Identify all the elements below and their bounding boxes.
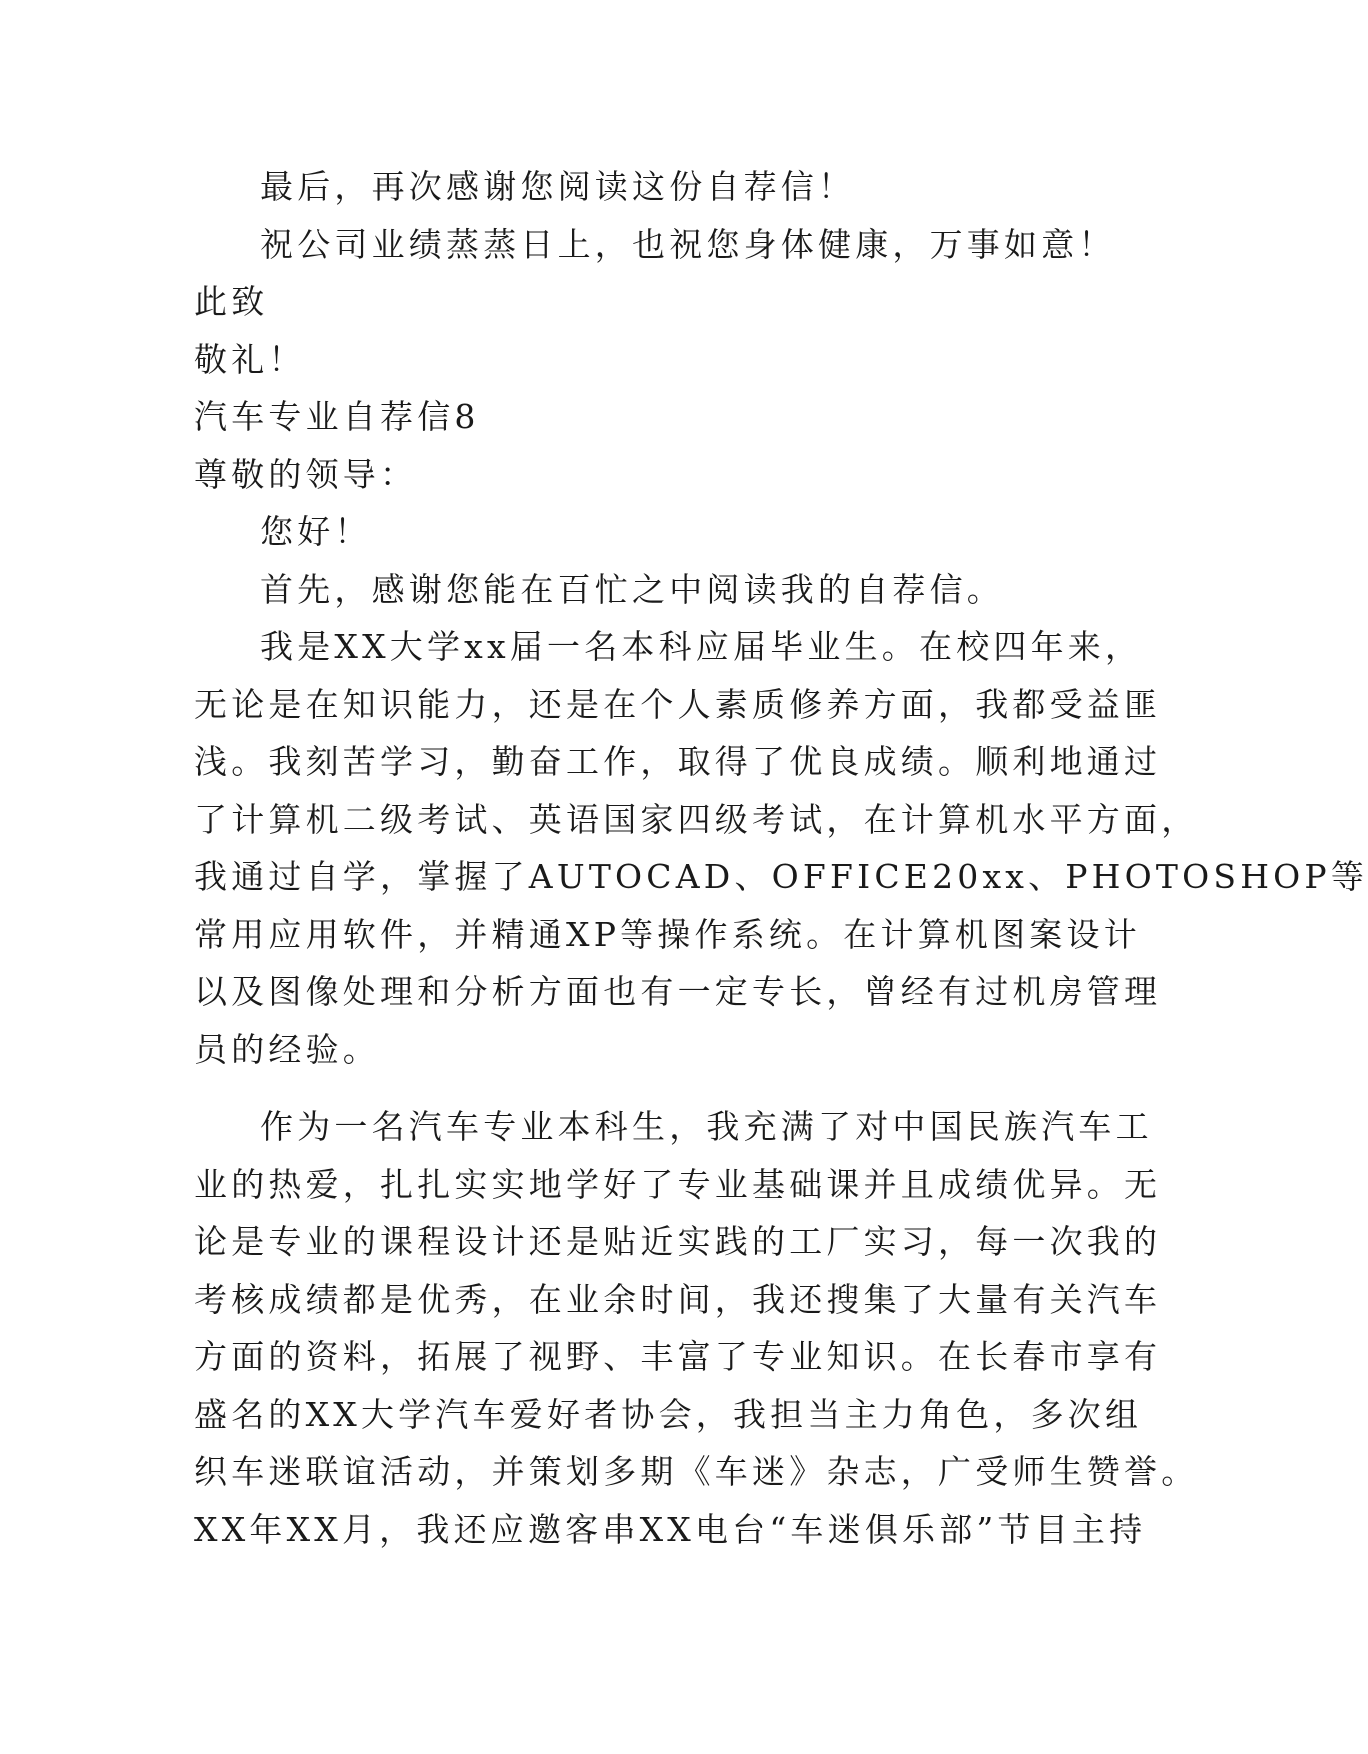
paragraph-line: 考核成绩都是优秀，在业余时间，我还搜集了大量有关汽车 (194, 1279, 1162, 1319)
paragraph-line: 方面的资料，拓展了视野、丰富了专业知识。在长春市享有 (194, 1337, 1162, 1376)
letter-body (194, 158, 1368, 1558)
greeting-line: 您好！ (260, 512, 372, 551)
paragraph-line: 织车迷联谊活动，并策划多期《车迷》杂志，广受师生赞誉。 (194, 1452, 1199, 1491)
section-heading: 汽车专业自荐信8 (194, 397, 480, 436)
salutation-line: 此致 (194, 282, 269, 321)
paragraph-line: 首先，感谢您能在百忙之中阅读我的自荐信。 (260, 569, 1004, 609)
greeting-line: 尊敬的领导： (194, 454, 418, 494)
paragraph-line: 常用应用软件，并精通XP等操作系统。在计算机图案设计 (194, 914, 1141, 954)
paragraph-line: 盛名的XX大学汽车爱好者协会，我担当主力角色，多次组 (194, 1394, 1143, 1434)
paragraph-line: 了计算机二级考试、英语国家四级考试，在计算机水平方面， (194, 799, 1199, 839)
paragraph-line: 我是XX大学xx届一名本科应届毕业生。在校四年来， (260, 627, 1143, 666)
paragraph-line: 我通过自学，掌握了AUTOCAD、OFFICE20xx、PHOTOSHOP等 (194, 857, 1368, 896)
paragraph-line: 以及图像处理和分析方面也有一定专长，曾经有过机房管理 (194, 972, 1162, 1011)
closing-wishes-line: 祝公司业绩蒸蒸日上，也祝您身体健康，万事如意！ (260, 224, 1116, 264)
paragraph-line: 无论是在知识能力，还是在个人素质修养方面，我都受益匪 (194, 684, 1162, 724)
paragraph-line: XX年XX月，我还应邀客串XX电台“车迷俱乐部”节目主持 (194, 1509, 1147, 1549)
paragraph-line: 员的经验。 (194, 1029, 380, 1069)
closing-thanks-line: 最后，再次感谢您阅读这份自荐信！ (260, 167, 856, 206)
paragraph-line: 作为一名汽车专业本科生，我充满了对中国民族汽车工 (260, 1107, 1153, 1146)
paragraph-line: 业的热爱，扎扎实实地学好了专业基础课并且成绩优异。无 (194, 1164, 1162, 1204)
salutation-line: 敬礼！ (194, 339, 306, 379)
paragraph-gap (194, 1078, 1074, 1098)
paragraph-line: 论是专业的课程设计还是贴近实践的工厂实习，每一次我的 (194, 1222, 1162, 1261)
paragraph-line: 浅。我刻苦学习，勤奋工作，取得了优良成绩。顺利地通过 (194, 742, 1162, 781)
